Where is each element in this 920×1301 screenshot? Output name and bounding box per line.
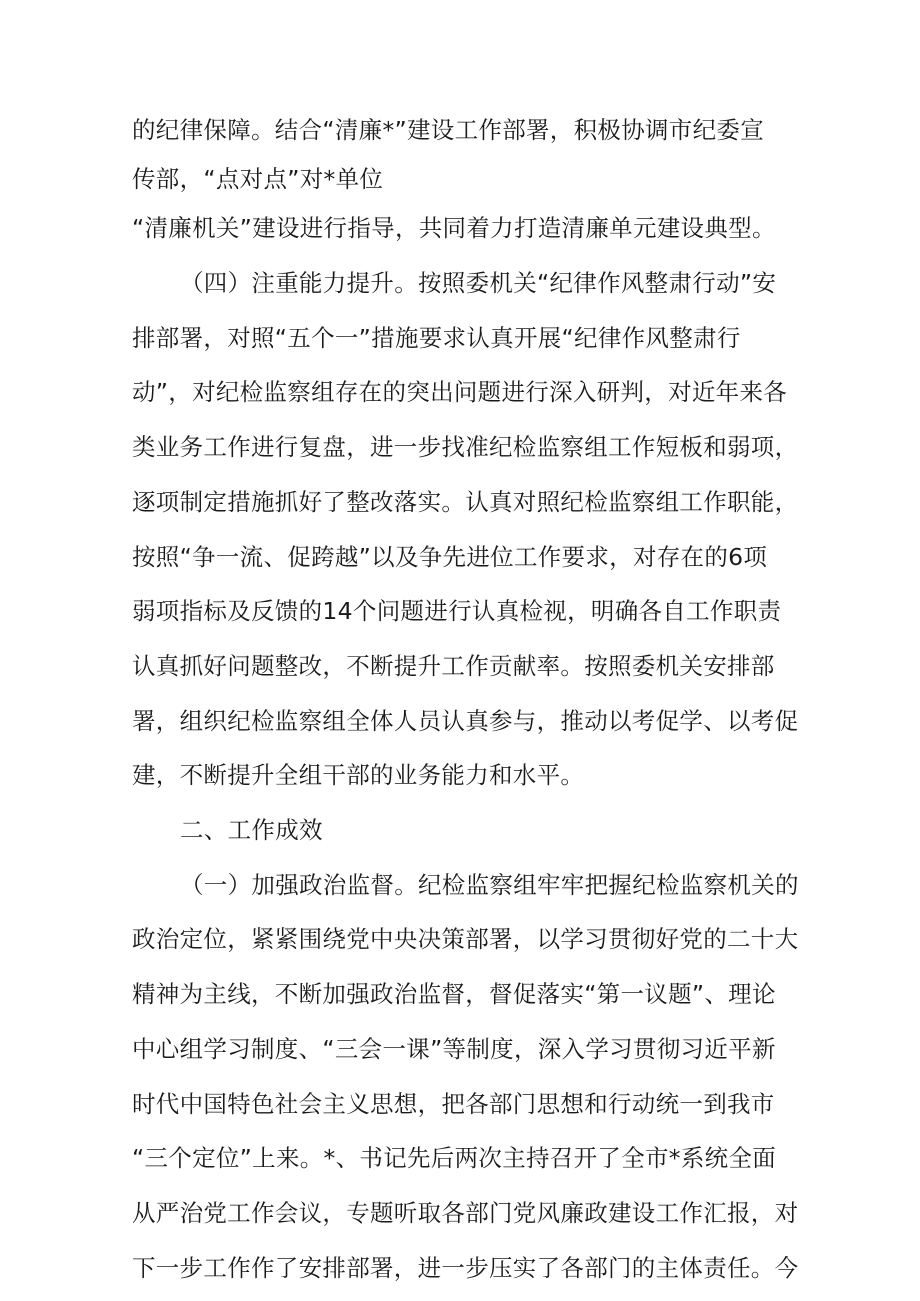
text-line: “三个定位”上来。*、书记先后两次主持召开了全市*系统全面 <box>132 1144 777 1172</box>
text-line: 从严治党工作会议，专题听取各部门党风廉政建设工作汇报，对 <box>132 1199 799 1227</box>
text-line: 类业务工作进行复盘，进一步找准纪检监察组工作短板和弱项， <box>132 433 799 461</box>
text-line: 下一步工作作了安排部署，进一步压实了各部门的主体责任。今 <box>132 1254 799 1282</box>
text-line: 署，组织纪检监察组全体人员认真参与，推动以考促学、以考促 <box>132 707 799 735</box>
text-line: 政治定位，紧紧围绕党中央决策部署，以学习贯彻好党的二十大 <box>132 925 799 953</box>
text-line: 的纪律保障。结合“清廉*”建设工作部署，积极协调市纪委宣 <box>132 116 764 144</box>
section-heading: 二、工作成效 <box>180 816 323 844</box>
text-line: “清廉机关”建设进行指导，共同着力打造清廉单元建设典型。 <box>132 214 776 242</box>
text-line: 中心组学习制度、“三会一课”等制度，深入学习贯彻习近平新 <box>132 1035 776 1063</box>
text-line: 按照“争一流、促跨越”以及争先进位工作要求，对存在的6项 <box>132 543 768 571</box>
text-line: 建，不断提升全组干部的业务能力和水平。 <box>132 761 585 789</box>
text-line: 精神为主线，不断加强政治监督，督促落实“第一议题”、理论 <box>132 980 776 1008</box>
text-line: 认真抓好问题整改，不断提升工作贡献率。按照委机关安排部 <box>132 652 775 680</box>
text-line: 时代中国特色社会主义思想，把各部门思想和行动统一到我市 <box>132 1090 775 1118</box>
text-line: 弱项指标及反馈的14个问题进行认真检视，明确各自工作职责 <box>132 597 782 625</box>
text-line: 动”，对纪检监察组存在的突出问题进行深入研判，对近年来各 <box>132 378 788 406</box>
text-line: （一）加强政治监督。纪检监察组牢牢把握纪检监察机关的 <box>180 871 799 899</box>
text-line: （四）注重能力提升。按照委机关“纪律作风整肃行动”安 <box>180 269 777 297</box>
text-line: 传部，“点对点”对*单位 <box>132 165 384 193</box>
text-line: 逐项制定措施抓好了整改落实。认真对照纪检监察组工作职能， <box>132 488 799 516</box>
text-line: 排部署，对照“五个一”措施要求认真开展“纪律作风整肃行 <box>132 324 741 352</box>
